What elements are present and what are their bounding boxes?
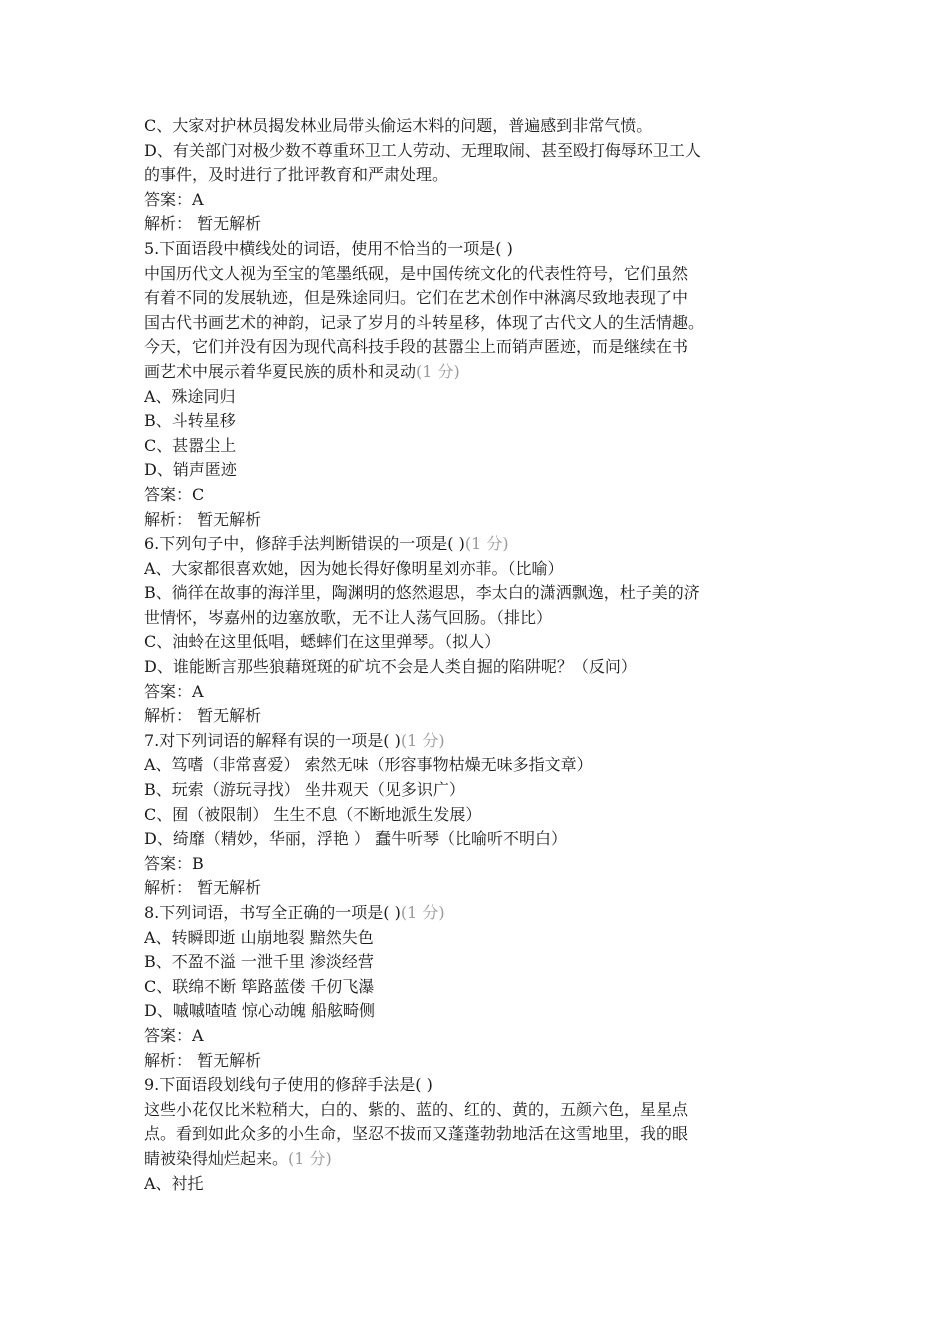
text-line [144,950,812,975]
line-text: A、笃嗜（非常喜爱） 索然无味（形容事物枯燥无味多指文章） [144,755,593,775]
line-text: 有着不同的发展轨迹，但是殊途同归。它们在艺术创作中淋漓尽致地表现了中 [144,288,689,308]
line-text: A、大家都很喜欢她，因为她长得好像明星刘亦菲。（比喻） [144,558,564,578]
line-text: 中国历代文人视为至宝的笔墨纸砚，是中国传统文化的代表性符号，它们虽然 [144,263,689,283]
line-text: 解析： 暂无解析 [144,706,262,726]
text-line [144,1122,812,1147]
line-text: C、囿（被限制） 生生不息（不断地派生发展） [144,804,482,824]
text-line [144,926,812,951]
score-label: (1 分) [400,730,445,750]
text-line [144,212,812,237]
text-line [144,532,812,557]
text-line [144,680,812,705]
text-line [144,262,812,287]
text-line [144,409,812,434]
text-line [144,335,812,360]
score-label: (1 分) [416,361,460,381]
line-text: 答案：C [144,484,205,504]
text-line [144,803,812,828]
line-text: C、联绵不断 筚路蓝偻 千仞飞瀑 [144,976,375,996]
line-text: 世情怀，岑嘉州的边塞放歌，无不让人荡气回肠。（排比） [144,607,553,627]
line-text: 答案：A [144,1025,204,1045]
text-line [144,729,812,754]
score-label: (1 分) [464,534,509,554]
text-line [144,434,812,459]
line-text: 9.下面语段划线句子使用的修辞手法是( ) [144,1075,433,1095]
text-line [144,901,812,926]
line-text: 画艺术中展示着华夏民族的质朴和灵动 [144,361,417,381]
line-text: A、衬托 [144,1173,204,1193]
text-line [144,999,812,1024]
text-line [144,753,812,778]
line-text: 点。看到如此众多的小生命，坚忍不拔而又蓬蓬勃勃地活在这雪地里，我的眼 [144,1124,689,1144]
text-line [144,655,812,680]
text-line [144,483,812,508]
line-text: D、有关部门对极少数不尊重环卫工人劳动、无理取闹、甚至殴打侮辱环卫工人 [144,140,701,160]
text-line [144,852,812,877]
text-line [144,1073,812,1098]
line-text: 国古代书画艺术的神韵，记录了岁月的斗转星移，体现了古代文人的生活情趣。 [144,312,705,332]
line-text: A、殊途同归 [144,386,236,406]
text-line [144,1172,812,1197]
line-text: 解析： 暂无解析 [144,878,262,898]
line-text: D、销声匿迹 [144,460,237,480]
text-line [144,1147,812,1172]
line-text: A、转瞬即逝 山崩地裂 黯然失色 [144,927,374,947]
line-text: 7.对下列词语的解释有误的一项是( ) [144,730,401,750]
line-text: D、谁能断言那些狼藉斑斑的矿坑不会是人类自掘的陷阱呢？（反问） [144,657,637,677]
text-line [144,975,812,1000]
line-text: 8.下列词语，书写全正确的一项是( ) [144,903,401,922]
text-line [144,557,812,582]
text-line [144,286,812,311]
line-text: D、嘁嘁喳喳 惊心动魄 船舷畸侧 [144,1001,376,1021]
line-text: C、油蛉在这里低唱，蟋蟀们在这里弹琴。（拟人） [144,632,501,652]
line-text: 解析： 暂无解析 [144,509,262,529]
text-line [144,163,812,188]
line-text: 5.下面语段中横线处的词语，使用不恰当的一项是( ) [144,238,513,258]
line-text: B、徜徉在故事的海洋里，陶渊明的悠然遐思，李太白的潇洒飘逸，杜子美的济 [144,583,700,603]
text-line [144,508,812,533]
text-line [144,237,812,262]
line-text: 答案：A [144,681,204,701]
line-text: B、玩索（游玩寻找） 坐井观天（见多识广） [144,780,465,800]
line-text: 6.下列句子中，修辞手法判断错误的一项是( ) [144,534,465,554]
line-text: 这些小花仅比米粒稍大，白的、紫的、蓝的、红的、黄的，五颜六色，星星点 [144,1099,689,1119]
line-text: 解析： 暂无解析 [144,214,262,234]
text-line [144,606,812,631]
text-line [144,581,812,606]
text-line [144,876,812,901]
text-line [144,360,812,385]
text-line [144,704,812,729]
text-line [144,139,812,164]
line-text: 答案：B [144,853,204,873]
line-text: C、大家对护林员揭发林业局带头偷运木料的问题，普遍感到非常气愤。 [144,116,653,135]
text-line [144,311,812,336]
line-text: 解析： 暂无解析 [144,1050,262,1070]
score-label: (1 分) [288,1148,332,1168]
text-line [144,188,812,213]
text-line [144,778,812,803]
text-line [144,458,812,483]
line-text: D、绮靡（精妙，华丽，浮艳 ） 蠢牛听琴（比喻听不明白） [144,829,568,849]
line-text: B、斗转星移 [144,411,236,431]
text-line [144,1049,812,1074]
line-text: 今天，它们并没有因为现代高科技手段的甚嚣尘上而销声匿迹，而是继续在书 [144,337,689,357]
line-text: C、甚嚣尘上 [144,435,237,455]
text-line [144,630,812,655]
line-text: 的事件，及时进行了批评教育和严肃处理。 [144,165,449,185]
text-line [144,114,812,139]
document-page [144,114,812,1196]
text-line [144,1098,812,1123]
score-label: (1 分) [400,903,445,922]
text-line [144,385,812,410]
line-text: 睛被染得灿烂起来。 [144,1148,289,1168]
line-text: 答案：A [144,189,204,209]
line-text: B、不盈不溢 一泄千里 渗淡经营 [144,952,374,972]
text-line [144,827,812,852]
text-line [144,1024,812,1049]
